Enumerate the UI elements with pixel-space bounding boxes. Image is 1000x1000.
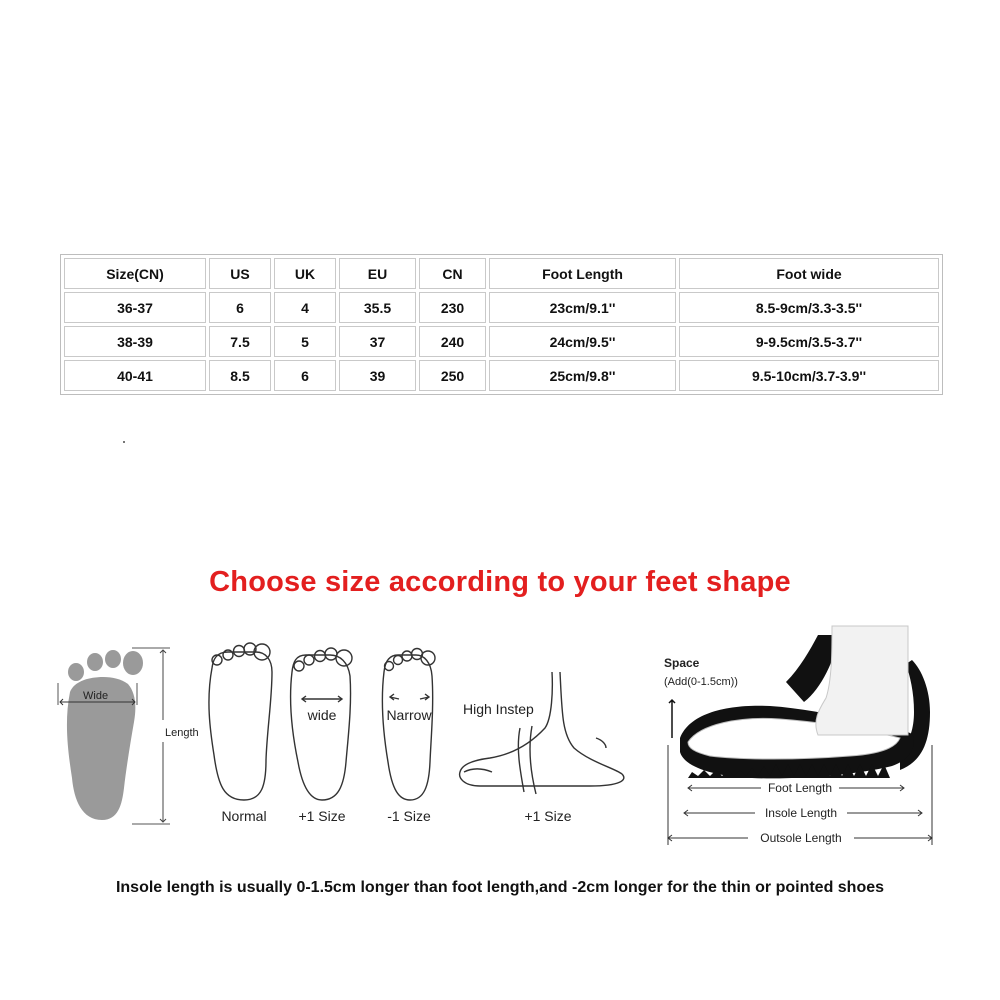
insole-footnote: Insole length is usually 0-1.5cm longer than foot length,and -2cm longer for the thin or pointed shoes [115,879,885,896]
stray-dot [123,441,125,443]
wide-foot-label: wide [307,707,337,723]
table-cell: 40-41 [64,360,206,391]
feet-shape-diagram [0,610,1000,870]
footprint-icon [58,648,170,824]
table-cell: 38-39 [64,326,206,357]
high-instep-size: +1 Size [524,808,572,824]
insole-length-label: Insole Length [764,806,838,820]
table-row [64,292,939,323]
table-cell: 6 [274,360,336,391]
table-cell: 240 [419,326,486,357]
shoe-space-detail: (Add(0-1.5cm)) [664,676,738,688]
shoe-cross-section-icon [669,626,930,778]
table-cell: 8.5 [209,360,271,391]
table-cell: 23cm/9.1'' [489,292,676,323]
normal-foot-icon [209,643,272,800]
table-cell: 24cm/9.5'' [489,326,676,357]
table-cell: 9-9.5cm/3.5-3.7'' [679,326,939,357]
high-instep-label: High Instep [463,701,534,717]
header-eu: EU [339,258,416,289]
wide-foot-icon [291,648,352,800]
table-cell: 7.5 [209,326,271,357]
size-chart-header-row [64,258,939,289]
header-uk: UK [274,258,336,289]
header-us: US [209,258,271,289]
header-foot-wide: Foot wide [679,258,939,289]
table-cell: 250 [419,360,486,391]
shoe-space-label: Space [664,656,700,670]
header-cn: CN [419,258,486,289]
high-instep-foot-icon [460,672,624,794]
footprint-length-label: Length [165,727,199,739]
table-cell: 36-37 [64,292,206,323]
size-chart-table [60,254,943,395]
table-cell: 8.5-9cm/3.3-3.5'' [679,292,939,323]
table-cell: 5 [274,326,336,357]
table-cell: 35.5 [339,292,416,323]
table-cell: 37 [339,326,416,357]
table-cell: 9.5-10cm/3.7-3.9'' [679,360,939,391]
normal-foot-label: Normal [221,808,267,824]
table-row [64,326,939,357]
header-size-cn: Size(CN) [64,258,206,289]
foot-length-label: Foot Length [767,781,833,795]
table-cell: 39 [339,360,416,391]
size-guide-headline: Choose size according to your feet shape [209,566,791,598]
narrow-foot-label: Narrow [386,707,432,723]
table-row [64,360,939,391]
footprint-wide-label: Wide [83,690,109,702]
narrow-foot-icon [382,649,435,801]
table-cell: 6 [209,292,271,323]
table-cell: 4 [274,292,336,323]
outsole-length-label: Outsole Length [760,831,842,845]
narrow-foot-size: -1 Size [387,808,431,824]
wide-foot-size: +1 Size [298,808,346,824]
header-foot-length: Foot Length [489,258,676,289]
table-cell: 25cm/9.8'' [489,360,676,391]
table-cell: 230 [419,292,486,323]
